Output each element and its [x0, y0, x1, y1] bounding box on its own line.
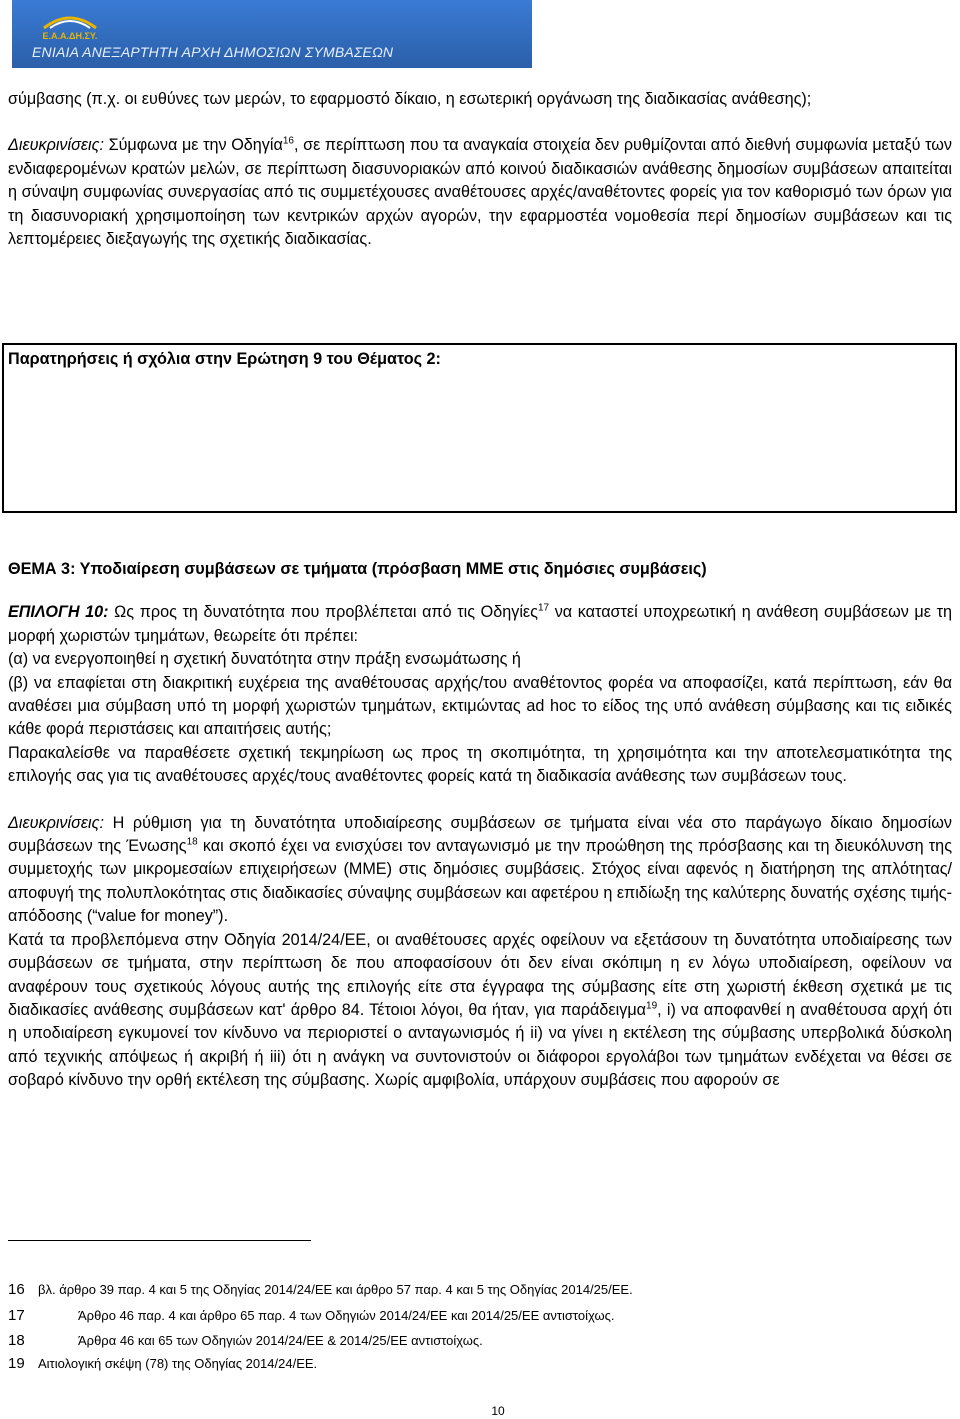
eaadhsy-logo — [34, 6, 106, 42]
option-label: ΕΠΙΛΟΓΗ 10: — [8, 603, 109, 622]
footnote-18 — [8, 1332, 483, 1349]
footnote-number: 17 — [8, 1307, 25, 1324]
comment-box-label: Παρατηρήσεις ή σχόλια στην Ερώτηση 9 του Θέματος 2: — [8, 350, 441, 368]
header-title: ΕΝΙΑΙΑ ΑΝΕΞΑΡΤΗΤΗ ΑΡΧΗ ΔΗΜΟΣΙΩΝ ΣΥΜΒΑΣΕΩΝ — [32, 44, 394, 60]
footnote-number: 16 — [8, 1281, 25, 1298]
clarification2-text-before: Η ρύθμιση για τη δυνατότητα υποδιαίρεσης συμβάσεων σε τμήματα είναι νέα στο παράγωγο δίκαιο δημοσίων συμβάσεων της Ένωσης — [8, 813, 952, 856]
main-text — [8, 88, 952, 251]
footnote-number: 19 — [8, 1355, 25, 1372]
footnote-text: Άρθρα 46 και 65 των Οδηγιών 2014/24/ΕΕ & 2014/25/ΕΕ αντιστοίχως. — [78, 1333, 483, 1348]
clarification-text-after: , σε περίπτωση που τα αναγκαία στοιχεία δεν ρυθμίζονται από διεθνή συμφωνία μεταξύ των ενδιαφερομένων κρατών μελών, σε περίπτωση διασυνοριακών από κοινού διαδικασιών ανάθεσης δημοσίων συμβάσεων απαιτείται η σύναψη συμφωνίας συνεργασίας από τις συμμετέχουσες αναθέτουσες αρχές/αναθέτοντες φορείς για τον καθορισμό των όρων για τη διασυνοριακή χρησιμοποίηση των κεντρικών αρχών αγορών, την εφαρμοστέα νομοθεσία περί δημοσίων συμβάσεων και τις λεπτομέρειες διεξαγωγής της σχετικής διαδικασίας. — [8, 136, 952, 249]
logo-text: Ε.Α.Α.ΔΗ.ΣΥ. — [42, 31, 98, 41]
clarification2-text-after: και σκοπό έχει να ενισχύσει τον ανταγωνισμό με την προώθηση της πρόσβασης και τη διευκόλυνση της συμμετοχής των μικρομεσαίων επιχειρήσεων (ΜΜΕ) στις δημόσιες συμβάσεις. Στόχος είναι αφενός η διατήρηση της απλότητας/αποφυγή της πολυπλοκότητας στις διαδικασίες σύναψης συμβάσεων και αφετέρου η επιδίωξη της καλύτερης δυνατής σχέσης τιμής-απόδοσης (“value for money”). — [8, 837, 952, 926]
footnote-ref-16: 16 — [282, 136, 294, 148]
directive-text-before: Κατά τα προβλεπόμενα στην Οδηγία 2014/24/ΕΕ, οι αναθέτουσες αρχές οφείλουν να εξετάσουν τη δυνατότητα υποδιαίρεσης των συμβάσεων σε τμήματα, στην περίπτωση δε που αποφασίσουν ότι δεν είναι σκόπιμη η εν λόγω υποδιαίρεση, οφείλουν να αναφέρουν τους σχετικούς λόγους αυτής της επιλογής είτε στα έγγραφα της σύμβασης είτε στη χωριστή έκθεση σχετικά με τις διαδικασίες ανάθεσης συμβάσεων κατ' άρθρο 84. Τέτοιοι λόγοι, θα ήταν, για παράδειγμα — [8, 930, 952, 1019]
footnote-text: Αιτιολογική σκέψη (78) της Οδηγίας 2014/24/ΕΕ. — [38, 1356, 318, 1371]
request-paragraph: Παρακαλείσθε να παραθέσετε σχετική τεκμηρίωση ως προς τη σκοπιμότητα, τη χρησιμότητα και την αποτελεσματικότητα της επιλογής σας για τις αναθέτουσες αρχές/τους αναθέτοντες φορείς κατά τη διαδικασία ανάθεσης των συμβάσεων τους. — [8, 743, 952, 786]
footnote-17 — [8, 1307, 615, 1324]
theme3-section — [8, 558, 952, 1093]
footnote-number: 18 — [8, 1332, 25, 1349]
footnote-19 — [8, 1355, 317, 1372]
theme3-title: ΘΕΜΑ 3: Υποδιαίρεση συμβάσεων σε τμήματα (πρόσβαση ΜΜΕ στις δημόσιες συμβάσεις) — [8, 560, 707, 578]
option-10-paragraph — [8, 601, 952, 648]
clarification-text-before: Σύμφωνα με την Οδηγία — [103, 136, 283, 155]
directive-text-after: , i) να αποφανθεί η αναθέτουσα αρχή ότι η υποδιαίρεση εγκυμονεί τον κίνδυνο να περιοριστεί ο ανταγωνισμός ή ii) να γίνει η εκτέλεση της σύμβασης υπερβολικά δύσκολη από τεχνικής απόψεως ή ακριβή ή iii) ότι η ανάγκη να συντονιστούν οι διάφοροι εργολάβοι των τμημάτων ενδέχεται να θέσει σε σοβαρό κίνδυνο την ορθή εκτέλεση της σύμβασης. Χωρίς αμφιβολία, υπάρχουν συμβάσεις που αφορούν σε — [8, 1000, 952, 1090]
footnote-ref-18: 18 — [186, 836, 198, 848]
footnote-text: Άρθρο 46 παρ. 4 και άρθρο 65 παρ. 4 των Οδηγιών 2014/24/ΕΕ και 2014/25/ΕΕ αντιστοίχως. — [78, 1308, 615, 1323]
footnote-ref-19: 19 — [646, 1000, 658, 1012]
clarification-label-2: Διευκρινίσεις: — [8, 813, 104, 832]
footnote-separator — [8, 1240, 311, 1241]
option-text-after: να καταστεί υποχρεωτική η ανάθεση συμβάσεων με τη μορφή χωριστών τμημάτων, θεωρείτε ότι πρέπει: — [8, 603, 952, 645]
footnote-16 — [8, 1281, 633, 1298]
clarification-label: Διευκρινίσεις: — [8, 136, 104, 155]
clarification-paragraph-2 — [8, 812, 952, 929]
page-number: 10 — [491, 1404, 505, 1418]
footnote-text: βλ. άρθρο 39 παρ. 4 και 5 της Οδηγίας 2014/24/ΕΕ και άρθρο 57 παρ. 4 και 5 της Οδηγίας 2014/25/ΕΕ. — [38, 1282, 633, 1297]
footnote-ref-17: 17 — [537, 603, 550, 615]
directive-paragraph — [8, 929, 952, 1093]
choice-b: (β) να επαφίεται στη διακριτική ευχέρεια της αναθέτουσας αρχής/του αναθέτοντος φορέα να αποφασίζει, κατά περίπτωση, εάν θα αναθέσει μια σύμβαση υπό τη μορφή χωριστών τμημάτων, εκτιμώντας ad hoc το είδος της υπό ανάθεση σύμβασης και τις ειδικές κάθε φορά περιστάσεις και απαιτήσεις αυτής; — [8, 673, 952, 739]
option-text-before: Ως προς τη δυνατότητα που προβλέπεται από τις Οδηγίες — [108, 603, 538, 622]
intro-paragraph: σύμβασης (π.χ. οι ευθύνες των μερών, το εφαρμοστό δίκαιο, η εσωτερική οργάνωση της διαδικασίας ανάθεσης); — [8, 90, 812, 108]
document-header-banner — [12, 0, 532, 68]
choice-a: (α) να ενεργοποιηθεί η σχετική δυνατότητα στην πράξη ενσωμάτωσης ή — [8, 650, 521, 669]
clarification-paragraph-1 — [8, 134, 952, 251]
